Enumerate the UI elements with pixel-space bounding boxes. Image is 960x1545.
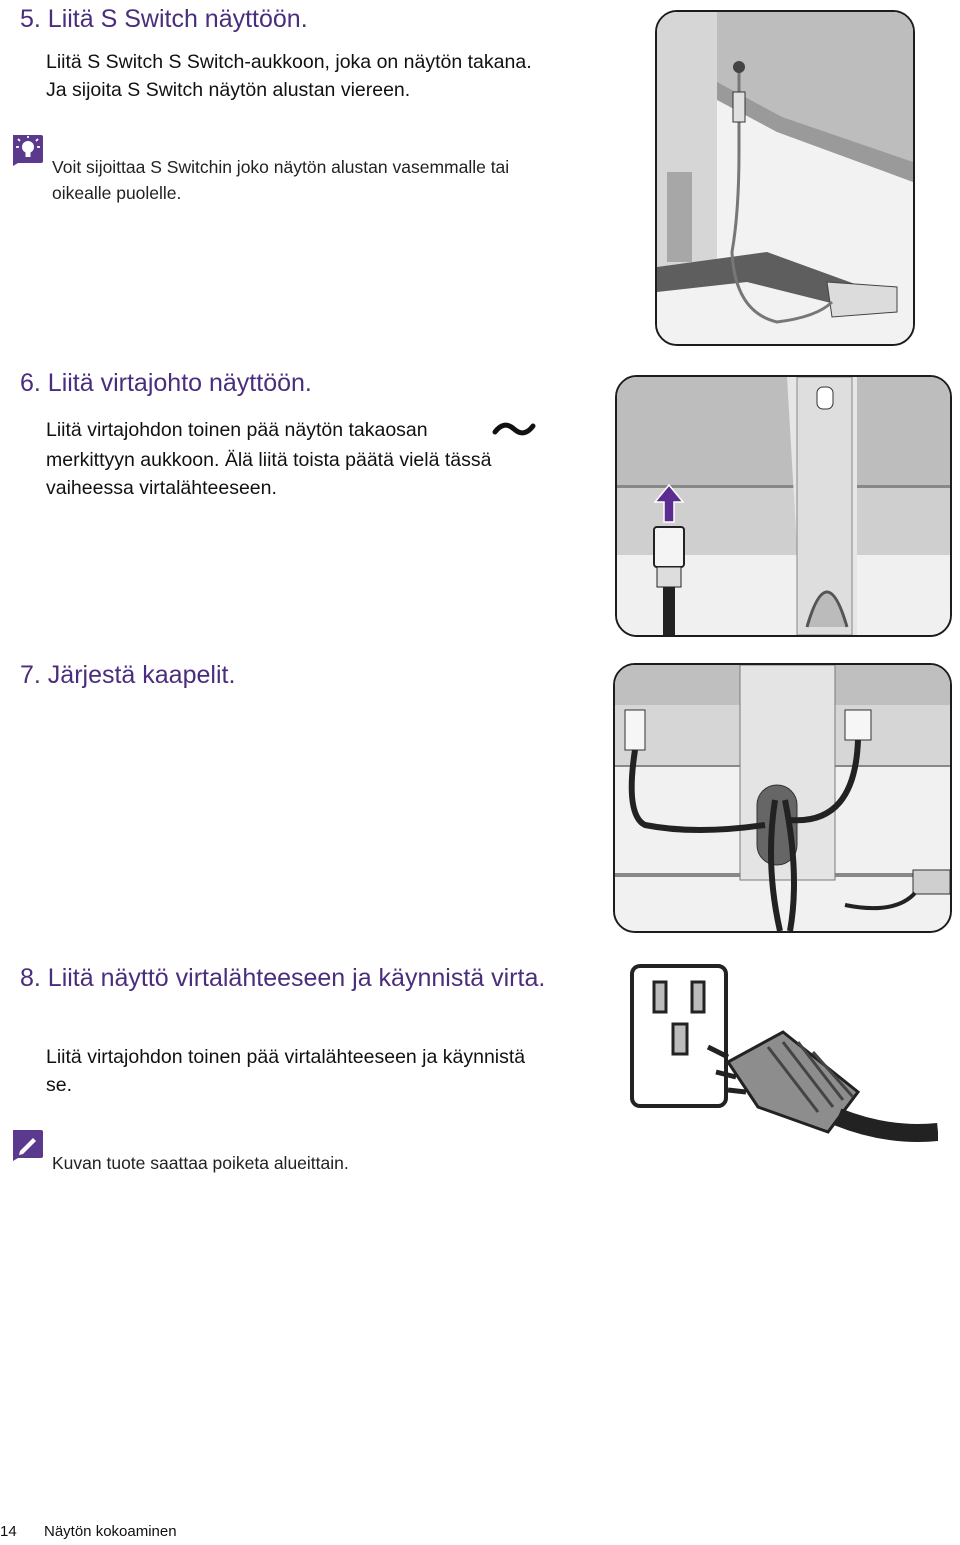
step7-title: 7. Järjestä kaapelit.: [20, 661, 236, 689]
step6-text-rest: merkittyyn aukkoon. Älä liitä toista päätä vielä tässä vaiheessa virtalähteeseen.: [46, 449, 492, 499]
step5-tip: Voit sijoittaa S Switchin joko näytön alustan vasemmalle tai oikealle puolelle.: [52, 157, 510, 203]
cable-management-illustration: [613, 663, 952, 933]
wall-outlet-illustration: [628, 962, 938, 1152]
power-cord-illustration: [615, 375, 952, 637]
step5-text: Liitä S Switch S Switch-aukkoon, joka on näytön takana. Ja sijoita S Switch näytön alustan viereen.: [46, 51, 532, 101]
step6-text-line1: Liitä virtajohdon toinen pää näytön takaosan: [46, 419, 428, 441]
lightbulb-icon: [10, 133, 44, 167]
footer-section-title: Näytön kokoaminen: [44, 1523, 177, 1540]
ac-power-symbol-icon: [492, 418, 536, 440]
s-switch-illustration: [655, 10, 915, 346]
step8-text: Liitä virtajohdon toinen pää virtalähteeseen ja käynnistä se.: [46, 1046, 526, 1096]
step6-title: 6. Liitä virtajohto näyttöön.: [20, 369, 312, 397]
pencil-icon: [10, 1128, 44, 1162]
step8-note: Kuvan tuote saattaa poiketa alueittain.: [52, 1153, 349, 1173]
page-number: 14: [0, 1523, 17, 1540]
step5-title: 5. Liitä S Switch näyttöön.: [20, 5, 308, 33]
step8-title: 8. Liitä näyttö virtalähteeseen ja käynnistä virta.: [20, 964, 546, 992]
